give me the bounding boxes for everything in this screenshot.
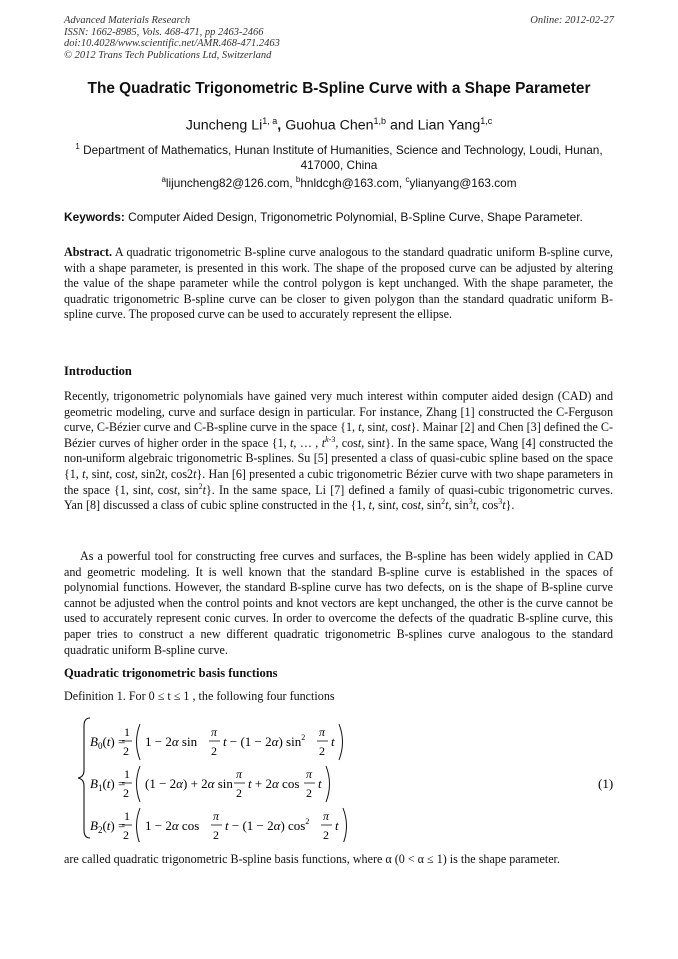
author-name: Lian Yang [417, 117, 481, 134]
svg-text:2: 2 [236, 786, 242, 800]
svg-text:π: π [236, 767, 243, 781]
svg-text:t + 2α cos: t + 2α cos [248, 776, 300, 791]
email-link[interactable]: lijuncheng82@126.com, [165, 175, 296, 190]
affiliation [75, 139, 603, 173]
affiliation-text: Department of Mathematics, Hunan Institute of Humanities, Science and Technology, Loudi, Hunan, 417000, China [79, 142, 603, 172]
abstract-label: Abstract. [64, 245, 113, 259]
email-link[interactable]: ylianyang@163.com [409, 175, 517, 190]
svg-text:t: t [318, 776, 322, 791]
email-marker: c [405, 175, 410, 184]
author-superscript: 1,c [480, 116, 493, 126]
author-emails [30, 175, 648, 190]
svg-text:B1(t) =: $B_1(t)$ = [90, 776, 126, 793]
svg-text:2: 2 [213, 828, 219, 842]
svg-text:2: 2 [123, 828, 129, 842]
svg-text:π: π [213, 809, 220, 823]
svg-text:B0(t) =: $B_0(t)$ = [90, 734, 126, 751]
svg-text:t: t [331, 734, 335, 749]
svg-text:1: 1 [124, 725, 130, 739]
svg-text:2: 2 [319, 744, 325, 758]
equation-number: (1) [598, 776, 614, 791]
svg-text:1: 1 [124, 767, 130, 781]
equation-row-b1 [90, 766, 613, 802]
svg-text:2: 2 [306, 786, 312, 800]
keywords-text: Computer Aided Design, Trigonometric Polynomial, B-Spline Curve, Shape Parameter. [124, 210, 583, 224]
doi-line: doi:10.4028/www.scientific.net/AMR.468-471.2463 [64, 38, 280, 50]
author-superscript: 1, a [262, 116, 278, 126]
section-heading-introduction: Introduction [64, 364, 132, 378]
equation-row-b2 [90, 808, 347, 842]
journal-header [64, 15, 280, 61]
svg-text:t − (1 − 2α) cos2: t − (1 − 2α) $\cos^2$ [225, 817, 310, 833]
author-superscript: 1,b [373, 116, 387, 126]
definition-conclusion: are called quadratic trigonometric B-spline basis functions, where α (0 < α ≤ 1) is the shape parameter. [64, 852, 560, 866]
svg-text:π: π [211, 725, 218, 739]
svg-text:1 − 2α cos: 1 − 2α cos [145, 818, 200, 833]
svg-text:2: 2 [323, 828, 329, 842]
svg-text:1 − 2α sin: 1 − 2α sin [145, 734, 198, 749]
author-conjunction: and [386, 117, 418, 134]
section-heading-basis-functions: Quadratic trigonometric basis functions [64, 666, 278, 680]
keywords [64, 210, 624, 224]
introduction-paragraph-1: Recently, trigonometric polynomials have gained very much interest within computer aided design (CAD) and geometric modeling, curve and surface design in particular. For instance, Zhang [1] constructed the C-Ferguson curve, C-Bézier curve and C-B-spline curve in the space {1, t, sint, cost}. Mainar [2] and Chen [3] defined the C- Bézier curves of higher order in the space {1, t, … , $t^{k-3}$, cost, sint}. In the same space, Wang [4] constructed the non-uniform algebraic trigonometric B-splines. Su [5] presented a class of quasi-cubic spline based on the space {1, t, sint, cost, sin2t, cos2t}. Han [6] presented a cubic trigonometric Bézier curve with two shape parameters in the space {1, sint, cost, $\sin^2t$}. In the same space, Li [7] defined a family of quasi-cubic trigonometric curves. Yan [8] discussed a class of cubic spline constructed in the {1, t, sint, cost, $\sin^2t$, $\sin^3t$, $\cos^3t$}. [64, 389, 613, 513]
online-date: Online: 2012-02-27 [530, 15, 614, 26]
abstract [64, 245, 613, 323]
basis-function-equations [76, 714, 616, 842]
author-name: Guohua Chen [281, 117, 374, 134]
author-list [30, 116, 648, 134]
svg-text:t − (1 − 2α) sin2: t − (1 − 2α) $\sin^2$ [223, 733, 306, 749]
author-separator: , [277, 117, 282, 134]
email-marker: b [295, 175, 301, 184]
svg-text:π: π [306, 767, 313, 781]
email-marker: a [161, 175, 166, 184]
equation-row-b0 [90, 724, 343, 760]
copyright-line: © 2012 Trans Tech Publications Ltd, Switzerland [64, 49, 272, 61]
svg-text:π: π [323, 809, 330, 823]
introduction-paragraph-2: As a powerful tool for constructing free curves and surfaces, the B-spline has been widely applied in CAD and geometric modeling. It is well known that the standard B-spline curve is established in the spaces of polynomial functions. However, the standard B-spline curve has two defects, on is the shape of B-spline curve cannot be adjusted when the control points and knot vectors are kept unchanged, the other is the curve cannot be used to accurately represent conic curves. In order to overcome the defects of the quadratic B-spline curve, this paper tries to construct a new different quadratic trigonometric B-splines curve analogous to the standard quadratic uniform B-spline curve. [64, 549, 613, 657]
keywords-label: Keywords: [64, 210, 125, 224]
svg-text:(1 − 2α) + 2α sin: (1 − 2α) + 2α sin [145, 776, 233, 791]
svg-text:2: 2 [123, 744, 129, 758]
issn-line: ISSN: 1662-8985, Vols. 468-471, pp 2463-2466 [64, 26, 264, 38]
svg-text:1: 1 [124, 809, 130, 823]
email-link[interactable]: hnldcgh@163.com, [300, 175, 406, 190]
paper-title: The Quadratic Trigonometric B-Spline Curve with a Shape Parameter [87, 80, 591, 97]
svg-text:2: 2 [123, 786, 129, 800]
svg-text:π: π [319, 725, 326, 739]
journal-name: Advanced Materials Research [64, 15, 191, 26]
svg-text:2: 2 [211, 744, 217, 758]
definition-text: Definition 1. For 0 ≤ t ≤ 1 , the following four functions [64, 689, 335, 703]
abstract-text: A quadratic trigonometric B-spline curve analogous to the standard quadratic uniform B-spline curve, with a shape parameter, is presented in this work. The shape of the proposed curve can be adjusted by altering the value of the shape parameter while the control polygon is kept unchanged. With the shape parameter, the quadratic trigonometric B-spline curve can be closer to given polygon than the standard quadratic uniform B-spline curve. The proposed curve can be used to accurately represent the ellipse. [64, 245, 613, 322]
author-name: Juncheng Li [185, 117, 263, 134]
svg-text:B2(t) =: $B_2(t)$ = [90, 818, 126, 835]
svg-text:t: t [335, 818, 339, 833]
affiliation-marker: 1 [75, 142, 80, 151]
left-brace [78, 718, 90, 838]
